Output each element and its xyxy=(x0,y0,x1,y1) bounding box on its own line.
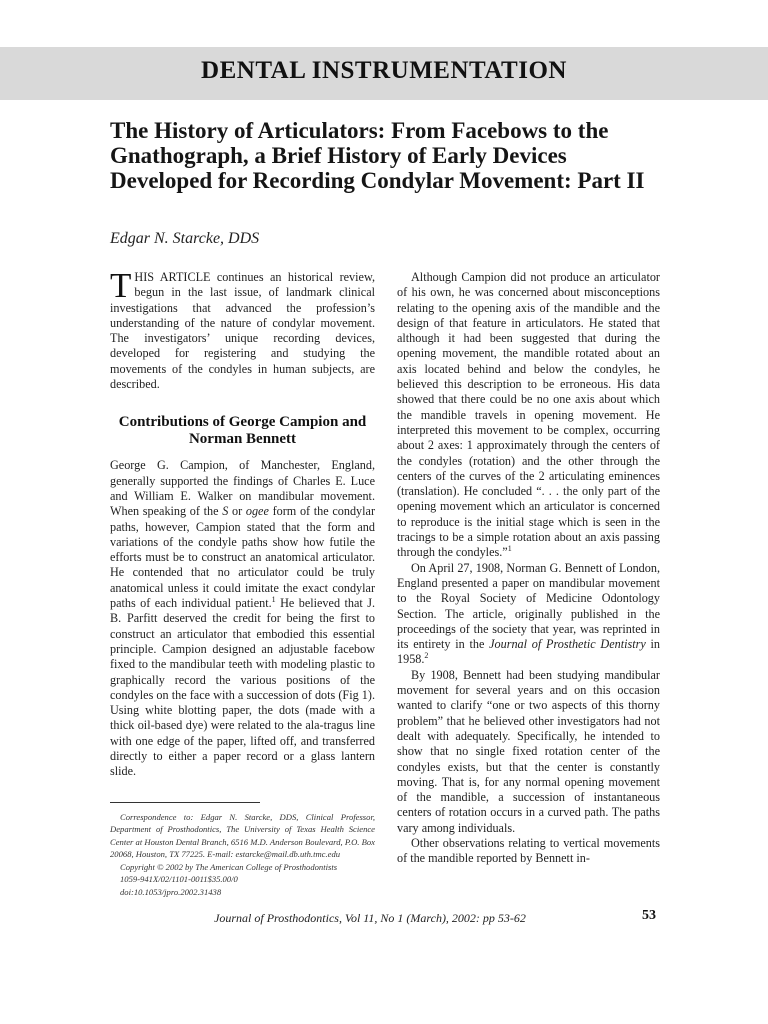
ogee-term: ogee xyxy=(245,504,269,519)
article-title: The History of Articulators: From Facebows to the Gnathograph, a Brief History of Early Devices Developed for Recording Condylar Movement: Part II xyxy=(110,118,645,193)
journal-reference: Journal of Prosthetic Dentistry xyxy=(489,637,646,652)
right-paragraph-2 xyxy=(397,561,660,668)
footnote-correspondence: Correspondence to: Edgar N. Starcke, DDS, Clinical Professor, Department of Prosthodontics, The University of Texas Health Science Center at Houston Dental Branch, 6516 M.D. Anderson Boulevard, P.O. Box 20068, Houston, TX 77225. E-mail: estarcke@mail.db.uth.tmc.edu xyxy=(110,811,375,860)
footnote-divider xyxy=(110,802,260,803)
right-paragraph-1 xyxy=(397,270,660,561)
section-heading: Contributions of George Campion and Norman Bennett xyxy=(118,414,367,448)
left-column xyxy=(110,266,376,898)
page-number: 53 xyxy=(642,908,656,923)
right-paragraph-1-text: Although Campion did not produce an articulator of his own, he was concerned about misconceptions relating to the opening axis of the mandible and the design of that feature in articulators. He stated that although it had been suggested that during the opening movement, the mandible rotated about an axis located behind and below the condyles, he believed this description to be erroneous. His data showed that there could be no one axis about which the mandible travels in opening movement. He interpreted this movement to be complex, occurring about 2 axes: 1 approximately through the centers of the condyles (rotation) and the other through the centers of the curves of the 2 articulating eminences (translation). He concluded “. . . the only part of the opening movement which an articulator is concerned to reproduce is the initial stage which is seen in the tracings to be a simple rotation about an axis passing through the condyles.” xyxy=(397,270,660,560)
right-paragraph-3: By 1908, Bennett had been studying mandibular movement for several years and on this occasion wanted to clarify “one or two aspects of this thorny problem” that he believed other investigators had not dealt with adequately. Specifically, he intended to show that no single fixed rotation center of the condyles exists, but that the center is constantly moving. That is, for any normal opening movement of the mandible, a succession of instantaneous centers of rotation occurs in a curved path. The paths vary among individuals. xyxy=(397,667,660,835)
section-banner xyxy=(0,47,768,100)
campion-text-b: form of the condylar paths, however, Campion stated that the form and variations of the condyle paths show how futile the efforts must be to construct an anatomical articulator. He contended that no articulator could be truly anatomical unless it could imitate the exact condylar paths of each individual patient. xyxy=(110,504,376,611)
footnote-copyright: Copyright © 2002 by The American College of Prosthodontists xyxy=(120,861,338,872)
s-form-term: S xyxy=(222,504,229,519)
campion-paragraph xyxy=(110,458,375,779)
right-column xyxy=(397,270,660,867)
campion-text-a: George G. Campion, of Manchester, England, generally supported the findings of Charles E. Luce and William E. Walker on mandibular movement. When speaking of the xyxy=(110,458,375,519)
footnote-issn: 1059-941X/02/1101-0011$35.00/0 xyxy=(120,874,238,885)
intro-text: continues an historical review, begun in the last issue, of landmark clinical investigations that advanced the profession’s understanding of the nature of condylar movement. The investigators’ unique recording devices, developed for registering and studying the movements of the condyles in human subjects, are described. xyxy=(110,270,375,392)
journal-citation: Journal of Prosthodontics, Vol 11, No 1 (March), 2002: pp 53-62 xyxy=(214,911,526,925)
reference-2: 2 xyxy=(424,651,429,661)
right-paragraph-2-text-a: On April 27, 1908, Norman G. Bennett of London, England presented a paper on mandibular movement to the Royal Society of Medicine Odontology Section. The article, originally published in the proceedings of the society that year, was reprinted in its entirety in the xyxy=(397,560,660,652)
reference-1: 1 xyxy=(271,594,276,604)
intro-smallcaps: HIS ARTICLE xyxy=(134,270,211,284)
reference-1b: 1 xyxy=(507,544,512,554)
campion-text-c: He believed that J. B. Parfitt deserved the credit for being the first to construct an articulator that embodied this essential principle. Campion designed an adjustable facebow fixed to the mandibular teeth with modeling plastic to graphically record the various positions of the condyles on the face with a succession of dots (Fig 1). Using white blotting paper, the dots (made with a thick oil-based dye) were related to the ala-tragus line with one edge of the paper, lifted off, and transferred directly to either a paper record or a glass lantern slide. xyxy=(110,596,375,779)
footnote xyxy=(110,811,375,899)
campion-text-or: or xyxy=(228,504,246,519)
right-paragraph-4: Other observations relating to vertical movements of the mandible reported by Bennett in- xyxy=(397,835,660,866)
right-paragraph-2-text-b: in 1958. xyxy=(397,637,660,667)
article-author: Edgar N. Starcke, DDS xyxy=(110,230,260,247)
footnote-doi: doi:10.1053/jpro.2002.31438 xyxy=(120,886,222,897)
intro-paragraph xyxy=(110,266,375,392)
drop-cap: T xyxy=(110,266,132,305)
section-title: DENTAL INSTRUMENTATION xyxy=(201,57,567,84)
